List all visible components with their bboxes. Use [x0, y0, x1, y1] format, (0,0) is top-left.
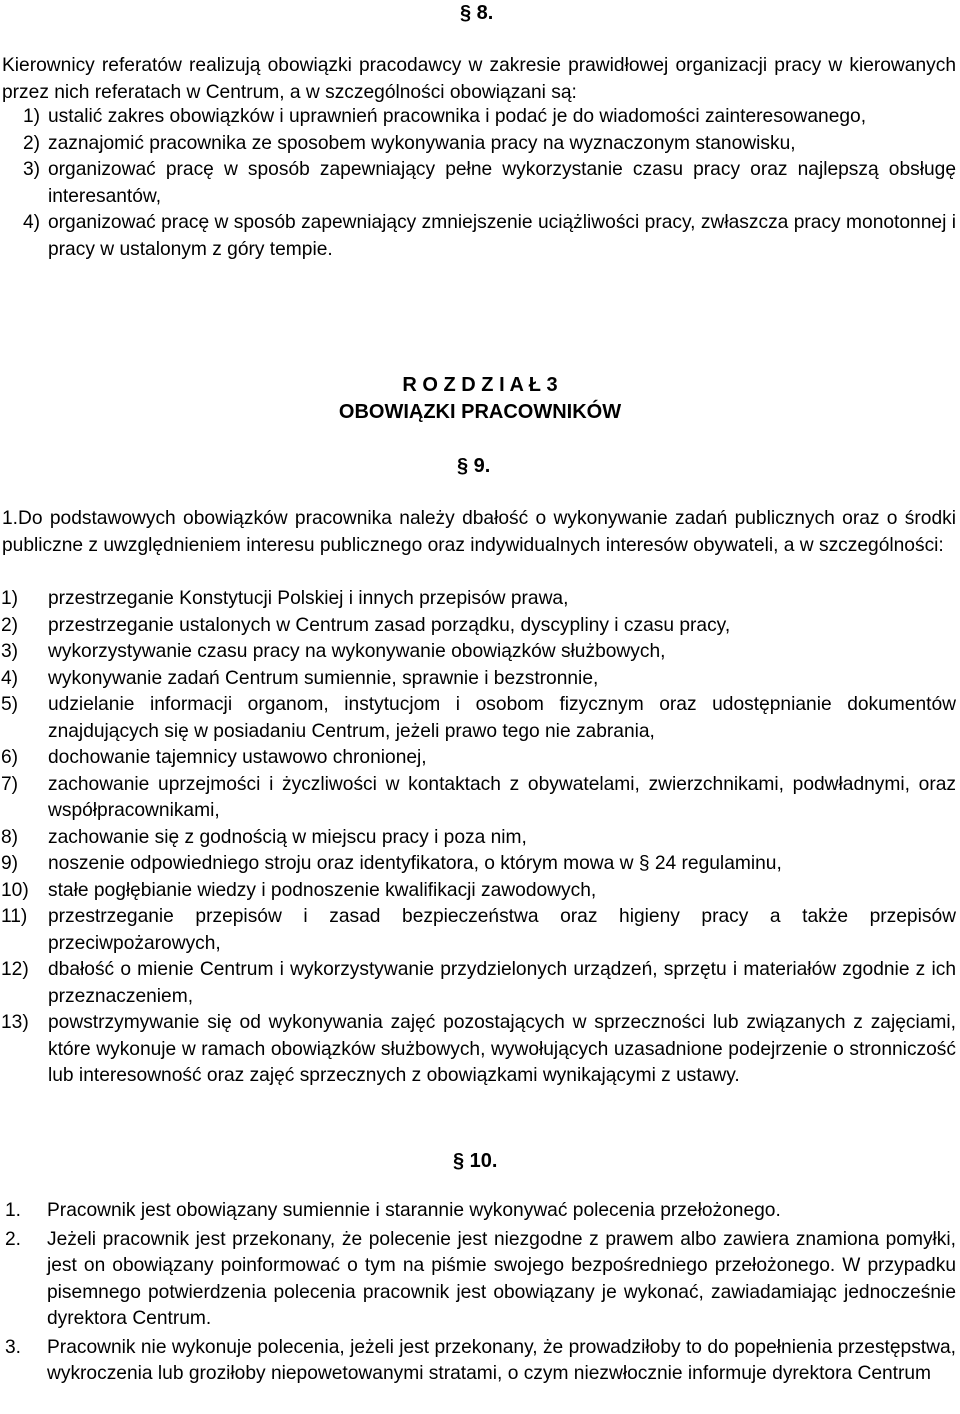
paragraph-9-intro [2, 506, 956, 559]
list-item-text: zachowanie uprzejmości i życzliwości w kontaktach z obywatelami, zwierzchnikami, podwładnymi, oraz współpracownikami, [48, 773, 956, 821]
list-item [0, 772, 956, 825]
list-item-text: przestrzeganie ustalonych w Centrum zasad porządku, dyscypliny i czasu pracy, [48, 614, 731, 636]
chapter-title: OBOWIĄZKI PRACOWNIKÓW [338, 401, 622, 423]
list-item-text: przestrzeganie Konstytucji Polskiej i innych przepisów prawa, [48, 588, 569, 609]
list-item-number: 12) [1, 959, 29, 980]
list-item-text: dochowanie tajemnicy ustawowo chronionej, [48, 747, 427, 768]
list-item-number: 13) [1, 1012, 29, 1033]
chapter-number: R O Z D Z I A Ł 3 [402, 374, 558, 396]
list-item [0, 745, 956, 772]
list-item-number: 10) [1, 879, 29, 901]
list-item-text: wykorzystywanie czasu pracy na wykonywanie obowiązków służbowych, [48, 641, 666, 662]
list-item-text: noszenie odpowiedniego stroju oraz identyfikatora, o którym mowa w § 24 regulaminu, [48, 853, 782, 874]
list-item-text: powstrzymywanie się od wykonywania zajęć pozostających w sprzeczności lub związanych z zajęciami, które wykonuje w ramach obowiązków służbowych, wywołujących uzasadnione podejrzenie o stronniczość lub interesowność oraz zajęć sprzecznych z obowiązkami wynikającymi z ustawy. [48, 1012, 956, 1086]
list-item-text: ustalić zakres obowiązków i uprawnień pracownika i podać je do wiadomości zainteresowanego, [48, 106, 867, 127]
list-item [0, 157, 956, 210]
section-heading-10: § 10. [453, 1150, 498, 1172]
list-item-text: Jeżeli pracownik jest przekonany, że polecenie jest niezgodne z prawem albo zawiera znamiona pomyłki, jest on obowiązany poinformować o tym na piśmie swojego bezpośredniego przełożonego. W przypadku pisemnego potwierdzenia polecenia pracownik jest obowiązany je wykonać, zawiadamiając jednocześnie dyrektora Centrum. [47, 1228, 956, 1329]
paragraph-9-list [0, 586, 956, 1090]
list-item [0, 692, 956, 745]
list-item [0, 1335, 956, 1388]
list-item [0, 1227, 956, 1333]
list-item [0, 586, 956, 613]
list-item-number: 3) [22, 159, 40, 180]
list-item [0, 851, 956, 878]
section-heading-8: § 8. [460, 2, 494, 24]
list-item-text: organizować pracę w sposób zapewniający pełne wykorzystanie czasu pracy oraz najlepszą obsługę interesantów, [48, 159, 956, 207]
list-item-number: 2. [5, 1228, 22, 1250]
list-item [0, 613, 956, 640]
list-item [0, 1010, 956, 1090]
list-item-number: 5) [1, 694, 19, 715]
list-item-text: Pracownik jest obowiązany sumiennie i starannie wykonywać polecenia przełożonego. [47, 1200, 781, 1221]
list-item-text: stałe pogłębianie wiedzy i podnoszenie kwalifikacji zawodowych, [48, 879, 597, 901]
list-item-number: 2) [1, 614, 19, 636]
list-item [0, 825, 956, 852]
list-item-number: 11) [1, 906, 28, 927]
list-item-number: 2) [22, 132, 40, 154]
list-item-number: 1. [5, 1200, 22, 1221]
list-item [0, 210, 956, 263]
list-item-text: udzielanie informacji organom, instytucjom i osobom fizycznym oraz udostępnianie dokumentów znajdujących się w posiadaniu Centrum, jeżeli prawo tego nie zabrania, [48, 694, 956, 742]
paragraph-8-list [0, 104, 956, 263]
list-item [0, 878, 956, 905]
list-item [0, 639, 956, 666]
list-item [0, 666, 956, 693]
list-item-number: 7) [1, 773, 19, 795]
list-item-number: 1) [1, 588, 19, 609]
list-item-number: 4) [22, 212, 40, 233]
list-item [0, 1198, 956, 1225]
list-item-text: zachowanie się z godnością w miejscu pracy i poza nim, [48, 826, 527, 848]
list-item-number: 3) [1, 641, 19, 662]
list-item-text: Pracownik nie wykonuje polecenia, jeżeli jest przekonany, że prowadziłoby to do popełnienia przestępstwa, wykroczenia lub groziłoby niepowetowanymi stratami, o czym niezwłocznie informuje dyrektora Centrum [47, 1336, 956, 1384]
paragraph-8-intro: Kierownicy referatów realizują obowiązki pracodawcy w zakresie prawidłowej organizacji pracy w kierowanych przez nich referatach w Centrum, a w szczególności obowiązani są: [2, 55, 956, 103]
list-item-number: 9) [1, 853, 19, 874]
list-item-text: wykonywanie zadań Centrum sumiennie, sprawnie i bezstronnie, [48, 667, 599, 689]
list-item-number: 4) [1, 667, 19, 689]
list-item-number: 3. [5, 1336, 22, 1358]
paragraph-9-intro-text: Do podstawowych obowiązków pracownika należy dbałość o wykonywanie zadań publicznych oraz o środki publiczne z uwzględnieniem interesu publicznego oraz indywidualnych interesów obywateli, a w szczególności: [2, 508, 956, 556]
paragraph-9-number: 1. [2, 508, 19, 529]
paragraph-10-list [0, 1198, 956, 1390]
list-item [0, 904, 956, 957]
list-item-text: zaznajomić pracownika ze sposobem wykonywania pracy na wyznaczonym stanowisku, [48, 132, 796, 154]
list-item-text: przestrzeganie przepisów i zasad bezpieczeństwa oraz higieny pracy a także przepisów przeciwpożarowych, [48, 906, 956, 954]
list-item-number: 1) [22, 106, 40, 127]
list-item-number: 6) [1, 747, 19, 768]
list-item-number: 8) [1, 826, 19, 848]
list-item-text: organizować pracę w sposób zapewniający zmniejszenie uciążliwości pracy, zwłaszcza pracy monotonnej i pracy w ustalonym z góry tempie. [48, 212, 956, 260]
list-item [0, 957, 956, 1010]
list-item-text: dbałość o mienie Centrum i wykorzystywanie przydzielonych urządzeń, sprzętu i materiałów zgodnie z ich przeznaczeniem, [48, 959, 956, 1007]
list-item [0, 131, 956, 158]
list-item [0, 104, 956, 131]
section-heading-9: § 9. [457, 455, 491, 477]
